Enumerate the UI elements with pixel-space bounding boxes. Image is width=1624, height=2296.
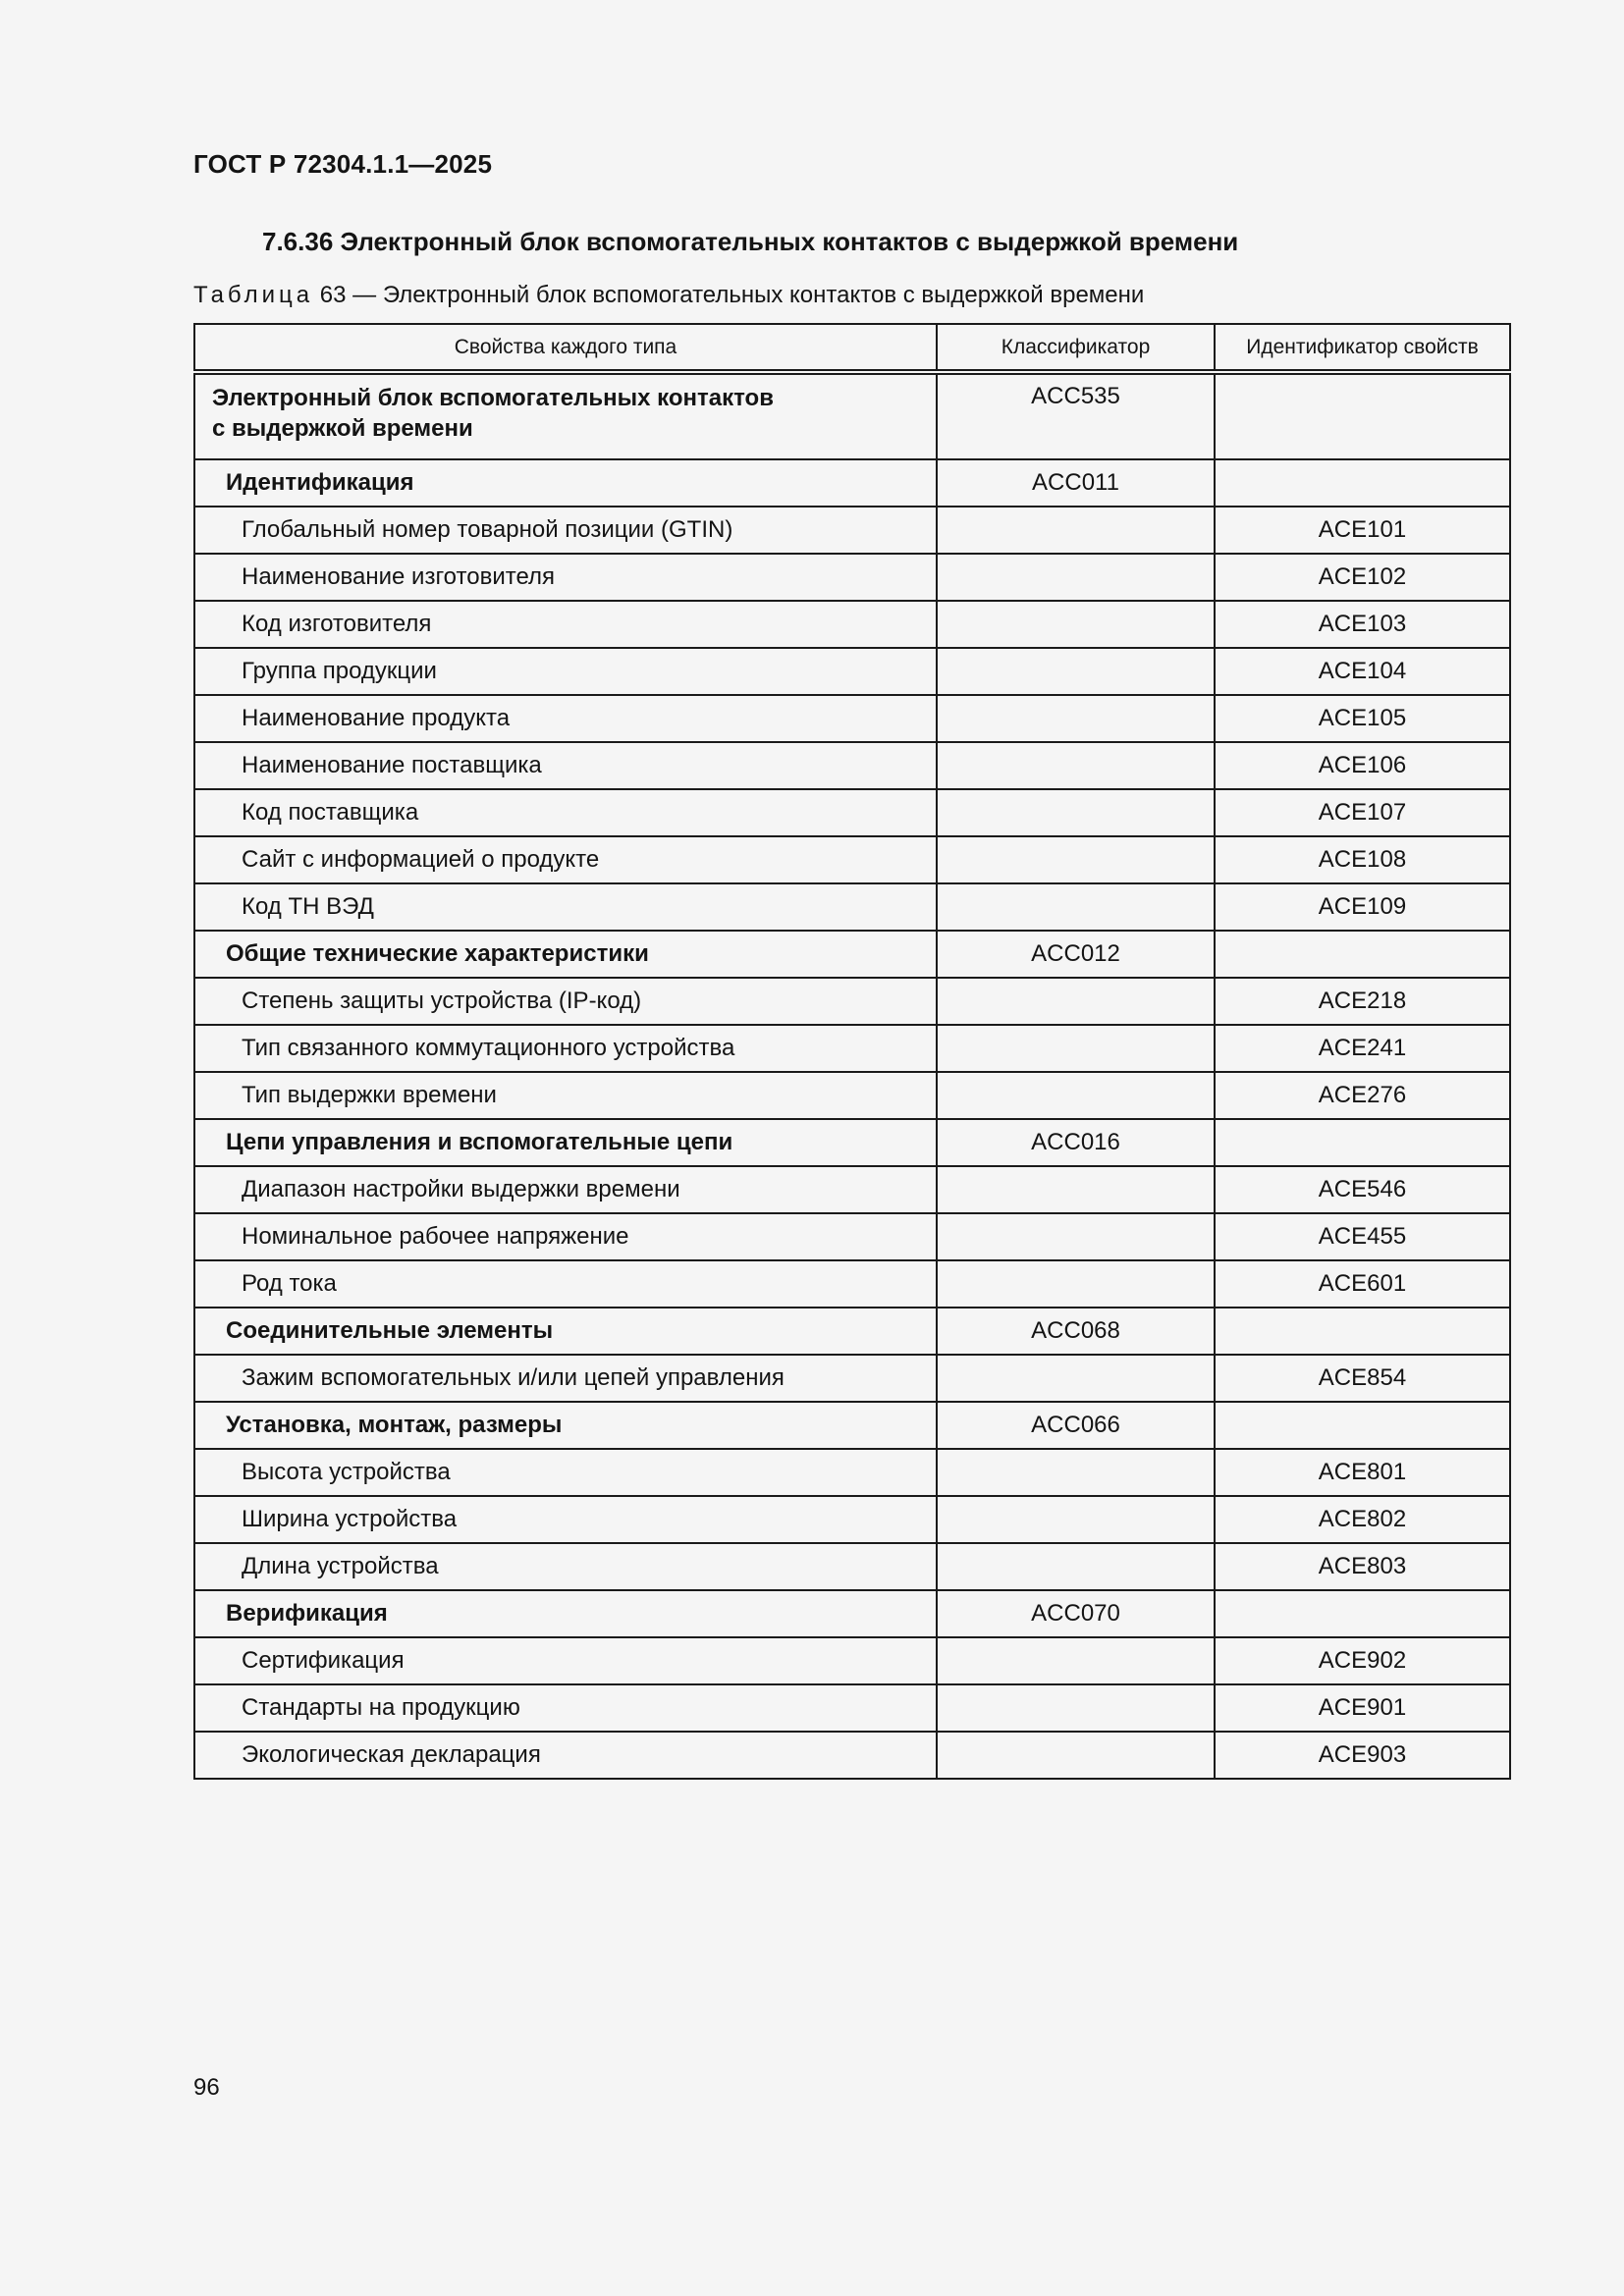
row-classifier bbox=[937, 1025, 1215, 1072]
row-property-id: ACE276 bbox=[1215, 1072, 1510, 1119]
row-classifier: ACC535 bbox=[937, 372, 1215, 459]
table-row bbox=[194, 1355, 1510, 1402]
row-name-line-1: Электронный блок вспомогательных контактов bbox=[212, 385, 774, 411]
row-name: Род тока bbox=[194, 1260, 937, 1308]
table-row bbox=[194, 1025, 1510, 1072]
row-classifier bbox=[937, 1213, 1215, 1260]
table-row bbox=[194, 883, 1510, 931]
row-name: Группа продукции bbox=[194, 648, 937, 695]
row-name: Экологическая декларация bbox=[194, 1732, 937, 1779]
row-classifier: ACC068 bbox=[937, 1308, 1215, 1355]
row-property-id bbox=[1215, 1119, 1510, 1166]
row-classifier bbox=[937, 883, 1215, 931]
row-classifier: ACC066 bbox=[937, 1402, 1215, 1449]
row-classifier bbox=[937, 1732, 1215, 1779]
row-classifier: ACC016 bbox=[937, 1119, 1215, 1166]
row-name: Код изготовителя bbox=[194, 601, 937, 648]
row-classifier bbox=[937, 1355, 1215, 1402]
table-row bbox=[194, 789, 1510, 836]
row-name: Тип выдержки времени bbox=[194, 1072, 937, 1119]
row-classifier bbox=[937, 742, 1215, 789]
row-name: Степень защиты устройства (IP-код) bbox=[194, 978, 937, 1025]
row-property-id bbox=[1215, 1590, 1510, 1637]
table-row bbox=[194, 1166, 1510, 1213]
row-name: Соединительные элементы bbox=[194, 1308, 937, 1355]
row-name: Идентификация bbox=[194, 459, 937, 507]
row-property-id: ACE601 bbox=[1215, 1260, 1510, 1308]
table-row bbox=[194, 1637, 1510, 1684]
row-property-id: ACE902 bbox=[1215, 1637, 1510, 1684]
row-property-id: ACE102 bbox=[1215, 554, 1510, 601]
row-name: Цепи управления и вспомогательные цепи bbox=[194, 1119, 937, 1166]
table-row bbox=[194, 601, 1510, 648]
row-name bbox=[194, 372, 937, 459]
row-classifier bbox=[937, 1543, 1215, 1590]
row-classifier: ACC012 bbox=[937, 931, 1215, 978]
row-property-id: ACE455 bbox=[1215, 1213, 1510, 1260]
table-caption-text: 63 — Электронный блок вспомогательных контактов с выдержкой времени bbox=[319, 282, 1145, 308]
table-row bbox=[194, 1072, 1510, 1119]
table-row bbox=[194, 1732, 1510, 1779]
table-row bbox=[194, 1213, 1510, 1260]
row-name: Высота устройства bbox=[194, 1449, 937, 1496]
row-classifier bbox=[937, 601, 1215, 648]
table-header-row bbox=[194, 324, 1510, 372]
row-classifier bbox=[937, 1260, 1215, 1308]
row-name: Код поставщика bbox=[194, 789, 937, 836]
row-classifier bbox=[937, 648, 1215, 695]
row-property-id: ACE106 bbox=[1215, 742, 1510, 789]
row-property-id: ACE854 bbox=[1215, 1355, 1510, 1402]
row-property-id bbox=[1215, 1402, 1510, 1449]
row-property-id: ACE546 bbox=[1215, 1166, 1510, 1213]
document-code: ГОСТ Р 72304.1.1—2025 bbox=[193, 149, 493, 179]
row-classifier bbox=[937, 507, 1215, 554]
row-property-id: ACE903 bbox=[1215, 1732, 1510, 1779]
row-name: Сертификация bbox=[194, 1637, 937, 1684]
table-row bbox=[194, 1543, 1510, 1590]
row-classifier bbox=[937, 1496, 1215, 1543]
table-row bbox=[194, 1449, 1510, 1496]
row-name: Сайт с информацией о продукте bbox=[194, 836, 937, 883]
table-row bbox=[194, 507, 1510, 554]
table-row bbox=[194, 742, 1510, 789]
table-row bbox=[194, 1260, 1510, 1308]
row-classifier bbox=[937, 978, 1215, 1025]
row-name: Верификация bbox=[194, 1590, 937, 1637]
row-classifier bbox=[937, 1637, 1215, 1684]
table-row-group bbox=[194, 459, 1510, 507]
row-name: Стандарты на продукцию bbox=[194, 1684, 937, 1732]
row-property-id: ACE901 bbox=[1215, 1684, 1510, 1732]
table-row bbox=[194, 695, 1510, 742]
row-classifier bbox=[937, 1449, 1215, 1496]
row-property-id: ACE802 bbox=[1215, 1496, 1510, 1543]
section-title: 7.6.36 Электронный блок вспомогательных контактов с выдержкой времени bbox=[262, 227, 1239, 256]
row-name: Наименование изготовителя bbox=[194, 554, 937, 601]
row-name: Длина устройства bbox=[194, 1543, 937, 1590]
row-property-id bbox=[1215, 931, 1510, 978]
row-property-id bbox=[1215, 372, 1510, 459]
table-row bbox=[194, 554, 1510, 601]
table-row bbox=[194, 978, 1510, 1025]
header-classifier: Классификатор bbox=[937, 324, 1215, 372]
row-name: Код ТН ВЭД bbox=[194, 883, 937, 931]
row-classifier bbox=[937, 1072, 1215, 1119]
row-property-id: ACE103 bbox=[1215, 601, 1510, 648]
row-name: Ширина устройства bbox=[194, 1496, 937, 1543]
table-row-group bbox=[194, 1402, 1510, 1449]
row-property-id: ACE241 bbox=[1215, 1025, 1510, 1072]
table-row-group bbox=[194, 1119, 1510, 1166]
row-name: Зажим вспомогательных и/или цепей управления bbox=[194, 1355, 937, 1402]
row-property-id: ACE108 bbox=[1215, 836, 1510, 883]
row-classifier bbox=[937, 1684, 1215, 1732]
row-name: Номинальное рабочее напряжение bbox=[194, 1213, 937, 1260]
row-property-id: ACE107 bbox=[1215, 789, 1510, 836]
table-caption-label: Таблица bbox=[193, 282, 314, 308]
row-name: Тип связанного коммутационного устройства bbox=[194, 1025, 937, 1072]
row-property-id: ACE801 bbox=[1215, 1449, 1510, 1496]
row-property-id: ACE218 bbox=[1215, 978, 1510, 1025]
page-number: 96 bbox=[193, 2074, 220, 2101]
row-property-id bbox=[1215, 459, 1510, 507]
row-classifier bbox=[937, 1166, 1215, 1213]
row-name: Глобальный номер товарной позиции (GTIN) bbox=[194, 507, 937, 554]
table-row bbox=[194, 1684, 1510, 1732]
row-name: Наименование поставщика bbox=[194, 742, 937, 789]
row-classifier bbox=[937, 789, 1215, 836]
table-row-group bbox=[194, 931, 1510, 978]
row-property-id: ACE104 bbox=[1215, 648, 1510, 695]
table-row bbox=[194, 648, 1510, 695]
row-property-id: ACE101 bbox=[1215, 507, 1510, 554]
properties-table bbox=[193, 323, 1511, 1780]
header-property-id: Идентификатор свойств bbox=[1215, 324, 1510, 372]
row-classifier bbox=[937, 554, 1215, 601]
header-properties: Свойства каждого типа bbox=[194, 324, 937, 372]
row-name: Общие технические характеристики bbox=[194, 931, 937, 978]
row-name: Диапазон настройки выдержки времени bbox=[194, 1166, 937, 1213]
table-row-group bbox=[194, 1308, 1510, 1355]
row-classifier: ACC070 bbox=[937, 1590, 1215, 1637]
table-row bbox=[194, 836, 1510, 883]
row-name-line-2: с выдержкой времени bbox=[212, 415, 473, 442]
row-name: Установка, монтаж, размеры bbox=[194, 1402, 937, 1449]
row-property-id bbox=[1215, 1308, 1510, 1355]
row-classifier bbox=[937, 695, 1215, 742]
row-classifier: ACC011 bbox=[937, 459, 1215, 507]
row-property-id: ACE105 bbox=[1215, 695, 1510, 742]
row-property-id: ACE803 bbox=[1215, 1543, 1510, 1590]
row-property-id: ACE109 bbox=[1215, 883, 1510, 931]
table-caption bbox=[193, 282, 1144, 309]
table-row bbox=[194, 1496, 1510, 1543]
table-row-group bbox=[194, 1590, 1510, 1637]
table-row-top bbox=[194, 372, 1510, 459]
row-name: Наименование продукта bbox=[194, 695, 937, 742]
row-classifier bbox=[937, 836, 1215, 883]
